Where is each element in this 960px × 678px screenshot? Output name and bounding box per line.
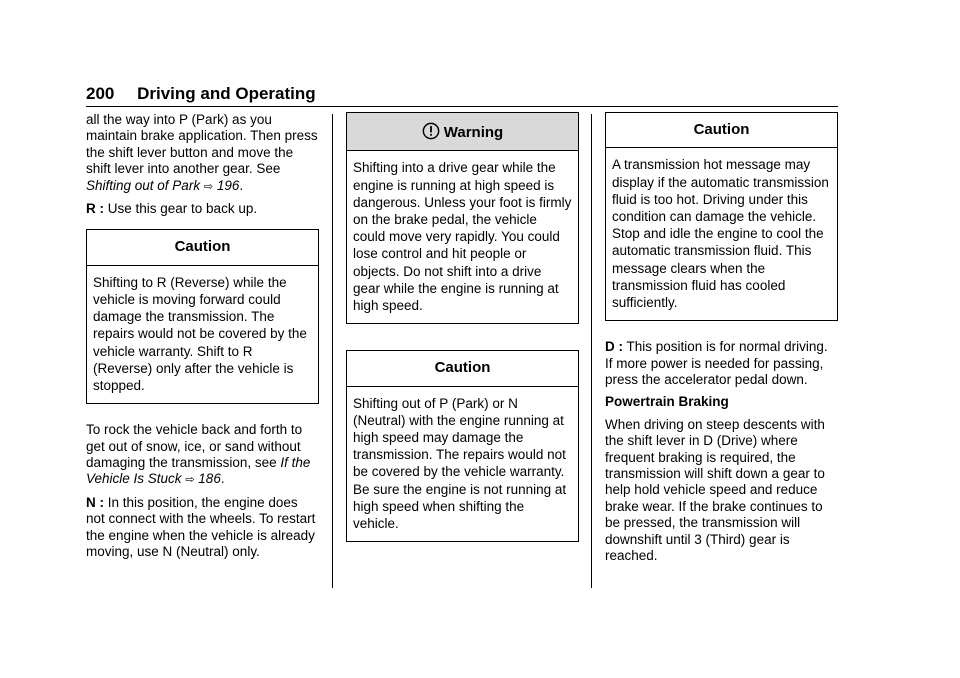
- column-right: [605, 112, 838, 571]
- caution-box-transmission-hot: [605, 112, 838, 321]
- warning-header: [347, 113, 578, 151]
- warning-triangle-icon: [422, 122, 440, 140]
- paragraph-text: all the way into P (Park) as you maintain brake application. Then press the shift lever button and move the shift lever into another gear. See: [86, 112, 318, 177]
- gear-label-n: N :: [86, 494, 104, 510]
- warning-text: Shifting into a drive gear while the engine is running at high speed is dangerous. Unless your foot is firmly on the brake pedal, the vehicle could move very rapidly. You could lose control and hit people or objects. Do not shift into a drive gear while the engine is running at high speed.: [353, 160, 572, 314]
- paragraph-reverse: [86, 201, 319, 217]
- paragraph-park-shift: [86, 112, 319, 195]
- paragraph-powertrain-braking: When driving on steep descents with the shift lever in D (Drive) where frequent braking is required, the transmission will shift down a gear to help hold vehicle speed and reduce brake wear. If the brake continues to be pressed, the transmission will downshift until 3 (Third) gear is reached.: [605, 416, 825, 564]
- page-header: [86, 84, 838, 107]
- xref-page-186[interactable]: 186: [198, 471, 221, 487]
- caution-box-park-neutral: [346, 350, 579, 542]
- caution-title: Caution: [347, 351, 578, 386]
- heading-powertrain-braking: Powertrain Braking: [605, 394, 729, 410]
- gear-text-d: This position is for normal driving. If more power is needed for passing, press the accelerator pedal down.: [605, 339, 828, 388]
- column-left: [86, 112, 319, 567]
- page-number: 200: [86, 84, 115, 103]
- caution-text: A transmission hot message may display if the automatic transmission fluid is too hot. Driving under this condition can damage the vehicle. Stop and idle the engine to cool the automatic transmission fluid. This message clears when the transmission fluid has cooled sufficiently.: [612, 157, 829, 311]
- gear-label-r: R :: [86, 201, 104, 217]
- caution-box-reverse: [86, 229, 319, 404]
- column-divider-right: [591, 114, 592, 588]
- paragraph-rocking: [86, 422, 319, 489]
- caution-text: Shifting out of P (Park) or N (Neutral) with the engine running at high speed may damage the transmission. The repairs would not be covered by the vehicle warranty. Be sure the engine is not running at high speed when shifting the vehicle.: [353, 395, 567, 532]
- caution-title: Caution: [606, 113, 837, 148]
- caution-text: Shifting to R (Reverse) while the vehicle is moving forward could damage the transmission. The repairs would not be covered by the vehicle warranty. Shift to R (Reverse) only after the vehicle is stopped.: [93, 274, 307, 394]
- gear-label-d: D :: [605, 339, 623, 355]
- gear-text-r: Use this gear to back up.: [104, 201, 258, 217]
- xref-vehicle-stuck[interactable]: If the Vehicle Is Stuck: [86, 455, 311, 487]
- column-divider-left: [332, 114, 333, 588]
- warning-title: Warning: [443, 124, 504, 141]
- caution-title: Caution: [87, 230, 318, 265]
- paragraph-neutral: [86, 495, 319, 561]
- arrow-reference-icon: ⇨: [203, 180, 214, 193]
- column-middle: [346, 112, 579, 556]
- paragraph-text: To rock the vehicle back and forth to get out of snow, ice, or sand without damaging the transmission, see: [86, 422, 303, 471]
- punctuation: .: [220, 471, 225, 487]
- section-title: Driving and Operating: [137, 84, 316, 103]
- punctuation: .: [239, 177, 244, 193]
- arrow-reference-icon: ⇨: [185, 474, 195, 487]
- xref-shifting-out-of-park[interactable]: Shifting out of Park: [86, 177, 201, 193]
- xref-page-196[interactable]: 196: [216, 177, 240, 193]
- warning-box: [346, 112, 579, 324]
- paragraph-drive: [605, 339, 838, 388]
- gear-text-n: In this position, the engine does not connect with the wheels. To restart the engine when the vehicle is already moving, use N (Neutral) only.: [86, 494, 316, 560]
